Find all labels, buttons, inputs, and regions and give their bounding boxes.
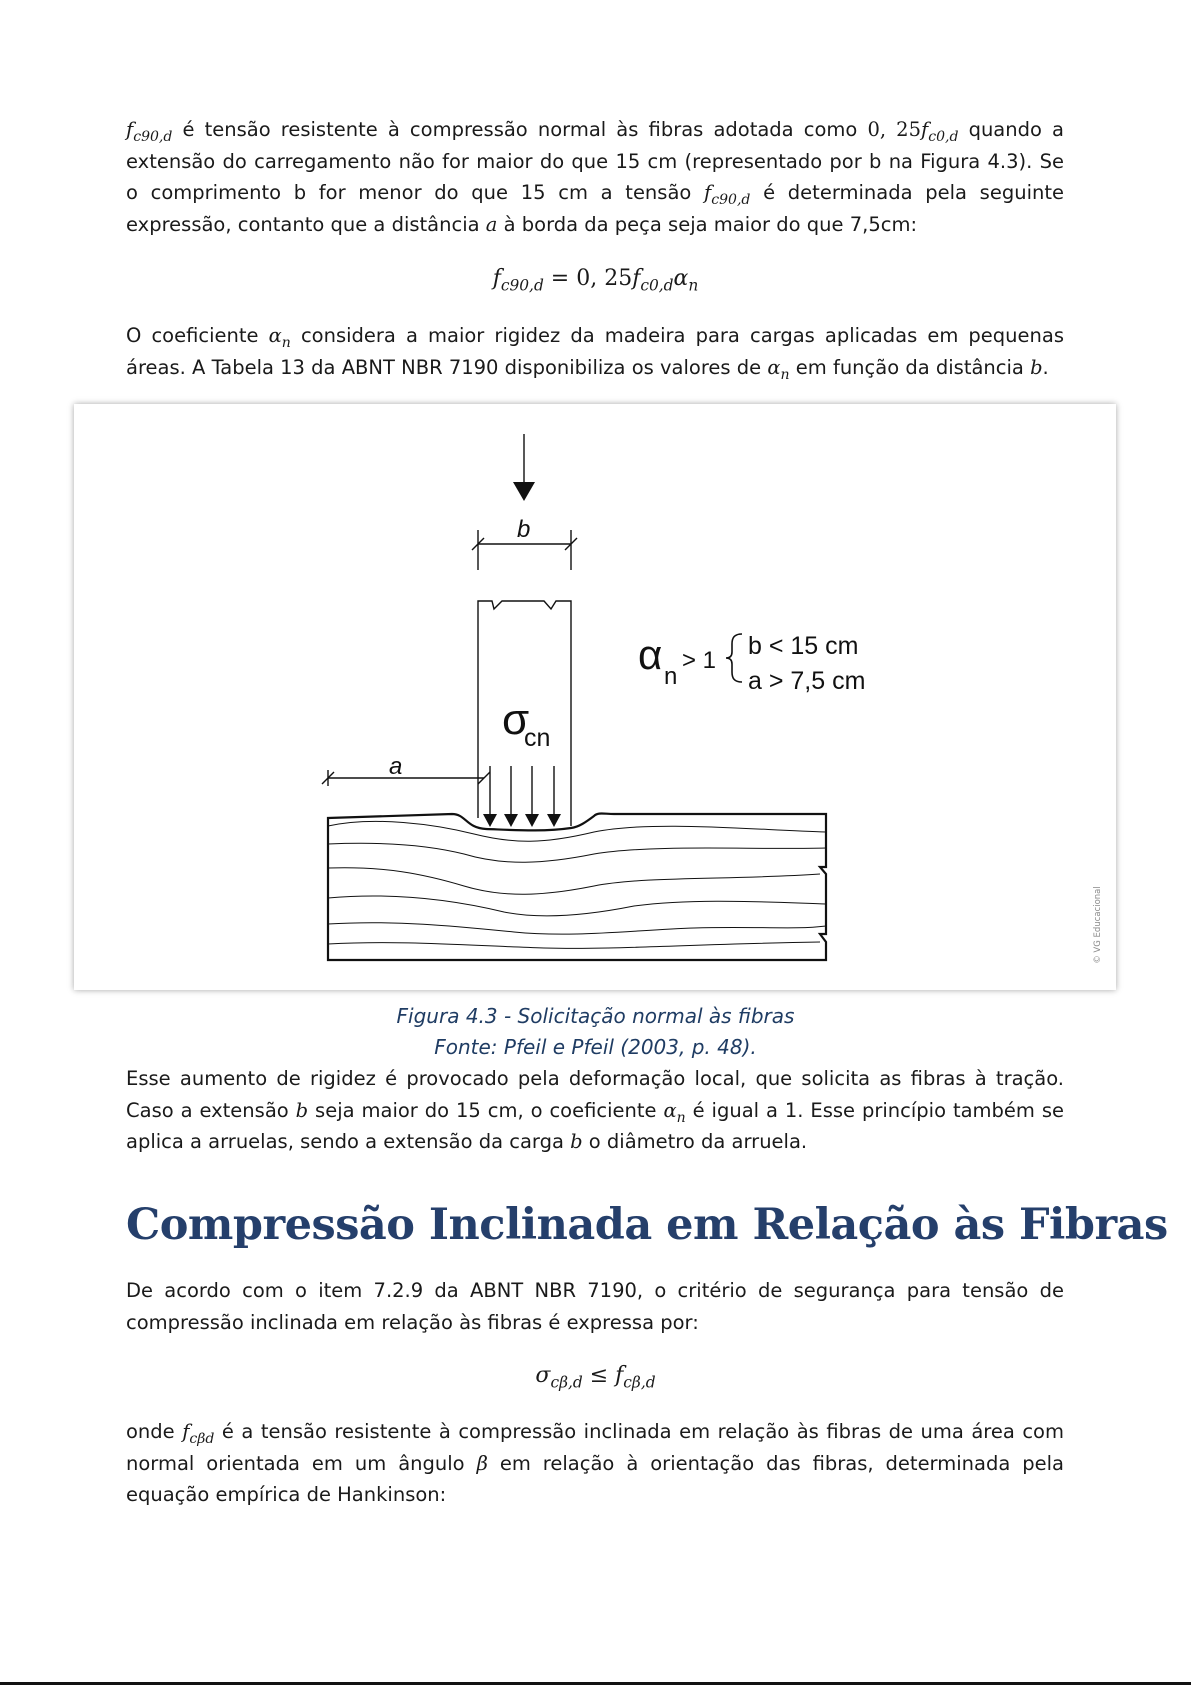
wood-grain — [328, 821, 826, 841]
label-alpha-subscript: n — [664, 663, 678, 690]
stress-arrow-head — [504, 814, 518, 827]
math-subscript: n — [780, 366, 790, 383]
text-run: é igual a 1. Esse princípio também se aplica a arruelas, sendo a extensão da carga — [126, 1098, 1064, 1153]
math-operator: = 0, 25 — [543, 266, 633, 291]
math-fcbd — [182, 1420, 215, 1447]
section-heading: Compressão Inclinada em Relação às Fibras — [126, 1200, 1168, 1250]
math-subscript: c0,d — [640, 276, 674, 295]
text-run: onde — [126, 1420, 183, 1443]
math-subscript: cβd — [189, 1430, 215, 1447]
condition-a: a > 7,5 cm — [748, 667, 866, 695]
math-symbol: f — [632, 266, 641, 291]
paragraph-inclined-criterion: De acordo com o item 7.2.9 da ABNT NBR 7190, o critério de segurança para tensão de compressão inclinada em relação às fibras é expressa por: — [126, 1279, 1064, 1334]
equation-fc90d — [0, 266, 1191, 295]
math-a: a — [485, 212, 498, 236]
wood-grain — [328, 868, 820, 895]
math-fc90d-2 — [704, 181, 751, 208]
stress-arrow-head — [483, 814, 497, 827]
figure-source: Fonte: Pfeil e Pfeil (2003, p. 48). — [434, 1035, 757, 1059]
math-operator: ≤ — [582, 1363, 616, 1388]
math-b-2: b — [570, 1130, 583, 1153]
text-run: é a tensão resistente à compressão inclinada em relação às fibras de uma área com normal orientada em um ângulo — [126, 1420, 1064, 1475]
label-greater-than-one: > 1 — [682, 647, 717, 674]
text-run: . — [1042, 355, 1049, 379]
math-subscript: n — [676, 1109, 686, 1126]
text-run: Esse aumento de rigidez é provocado pela deformação local, que solicita as fibras à tração. Caso a extensão — [126, 1067, 1064, 1122]
math-b: b — [1030, 355, 1043, 379]
text-run: seja maior do 15 cm, o coeficiente — [308, 1098, 664, 1122]
math-subscript: cβ,d — [623, 1373, 656, 1392]
figure-caption: Figura 4.3 - Solicitação normal às fibras — [396, 1004, 795, 1028]
paragraph-alpha-coefficient — [126, 320, 1064, 383]
math-alpha: α — [663, 1098, 677, 1122]
math-sigma: σ — [535, 1363, 551, 1388]
math-subscript: c0,d — [928, 128, 959, 145]
math-fc90d — [126, 118, 173, 145]
math-beta: β — [476, 1451, 488, 1475]
math-symbol: f — [704, 181, 712, 204]
text-run: considera a maior rigidez da madeira para cargas aplicadas em pequenas áreas. A Tabela 13 da ABNT NBR 7190 disponibiliza os valores de — [126, 324, 1064, 379]
label-a: a — [389, 753, 403, 780]
wood-grain — [328, 923, 826, 934]
math-alpha: α — [673, 266, 689, 291]
math-alpha-n — [663, 1098, 686, 1126]
wood-grain — [328, 942, 820, 948]
condition-brace — [726, 634, 742, 682]
math-025fc0d — [867, 118, 959, 145]
math-subscript: cβ,d — [550, 1373, 583, 1392]
text-run: o diâmetro da arruela. — [582, 1130, 808, 1153]
math-alpha: α — [268, 324, 282, 347]
label-alpha: α — [638, 631, 663, 678]
wood-grain — [328, 843, 826, 862]
equation-inclined — [0, 1363, 1191, 1392]
watermark — [1090, 888, 1104, 968]
math-subscript: c90,d — [133, 128, 173, 145]
math-b: b — [295, 1098, 309, 1122]
label-sigma-subscript: cn — [524, 724, 551, 752]
text-run: O coeficiente — [126, 324, 269, 347]
watermark-text: © VG Educacional — [1093, 886, 1103, 964]
load-arrow-head — [513, 482, 535, 501]
paragraph-rigidity — [126, 1063, 1064, 1158]
math-alpha-n-2 — [767, 355, 790, 383]
math-symbol: f — [615, 1363, 624, 1388]
text-run: em função da distância — [789, 355, 1031, 379]
math-alpha: α — [767, 355, 781, 379]
paragraph-hankinson — [126, 1416, 1064, 1511]
math-alpha-n — [268, 324, 291, 351]
math-subscript: c90,d — [711, 191, 751, 208]
math-coefficient: 0, 25 — [867, 118, 921, 141]
math-symbol: f — [921, 118, 929, 141]
label-sigma: σ — [502, 695, 530, 744]
math-subscript: c90,d — [500, 276, 544, 295]
stress-arrow-head — [547, 814, 561, 827]
math-symbol: f — [182, 1420, 190, 1443]
math-symbol: f — [492, 266, 501, 291]
text-run: é determinada pela seguinte expressão, contanto que a distância — [126, 181, 1064, 236]
stress-arrow-head — [525, 814, 539, 827]
wood-grain — [328, 896, 826, 916]
text-run: em relação à orientação das fibras, determinada pela equação empírica de Hankinson: — [126, 1451, 1064, 1506]
math-subscript: n — [688, 276, 699, 295]
figure-drawing — [74, 404, 1116, 990]
text-run: quando a extensão do carregamento não for maior do que 15 cm (representado por b na Figura 4.3). Se o comprimento b for menor do que 15 cm a tensão — [126, 118, 1064, 204]
figure-normal-compression — [74, 404, 1116, 990]
condition-b: b < 15 cm — [748, 632, 859, 660]
label-b: b — [517, 516, 531, 543]
math-symbol: f — [126, 118, 134, 141]
paragraph-fc90-definition — [126, 114, 1064, 240]
text-run: é tensão resistente à compressão normal às fibras adotada como — [172, 118, 868, 141]
math-subscript: n — [281, 334, 291, 351]
text-run: à borda da peça seja maior do que 7,5cm: — [497, 212, 918, 236]
